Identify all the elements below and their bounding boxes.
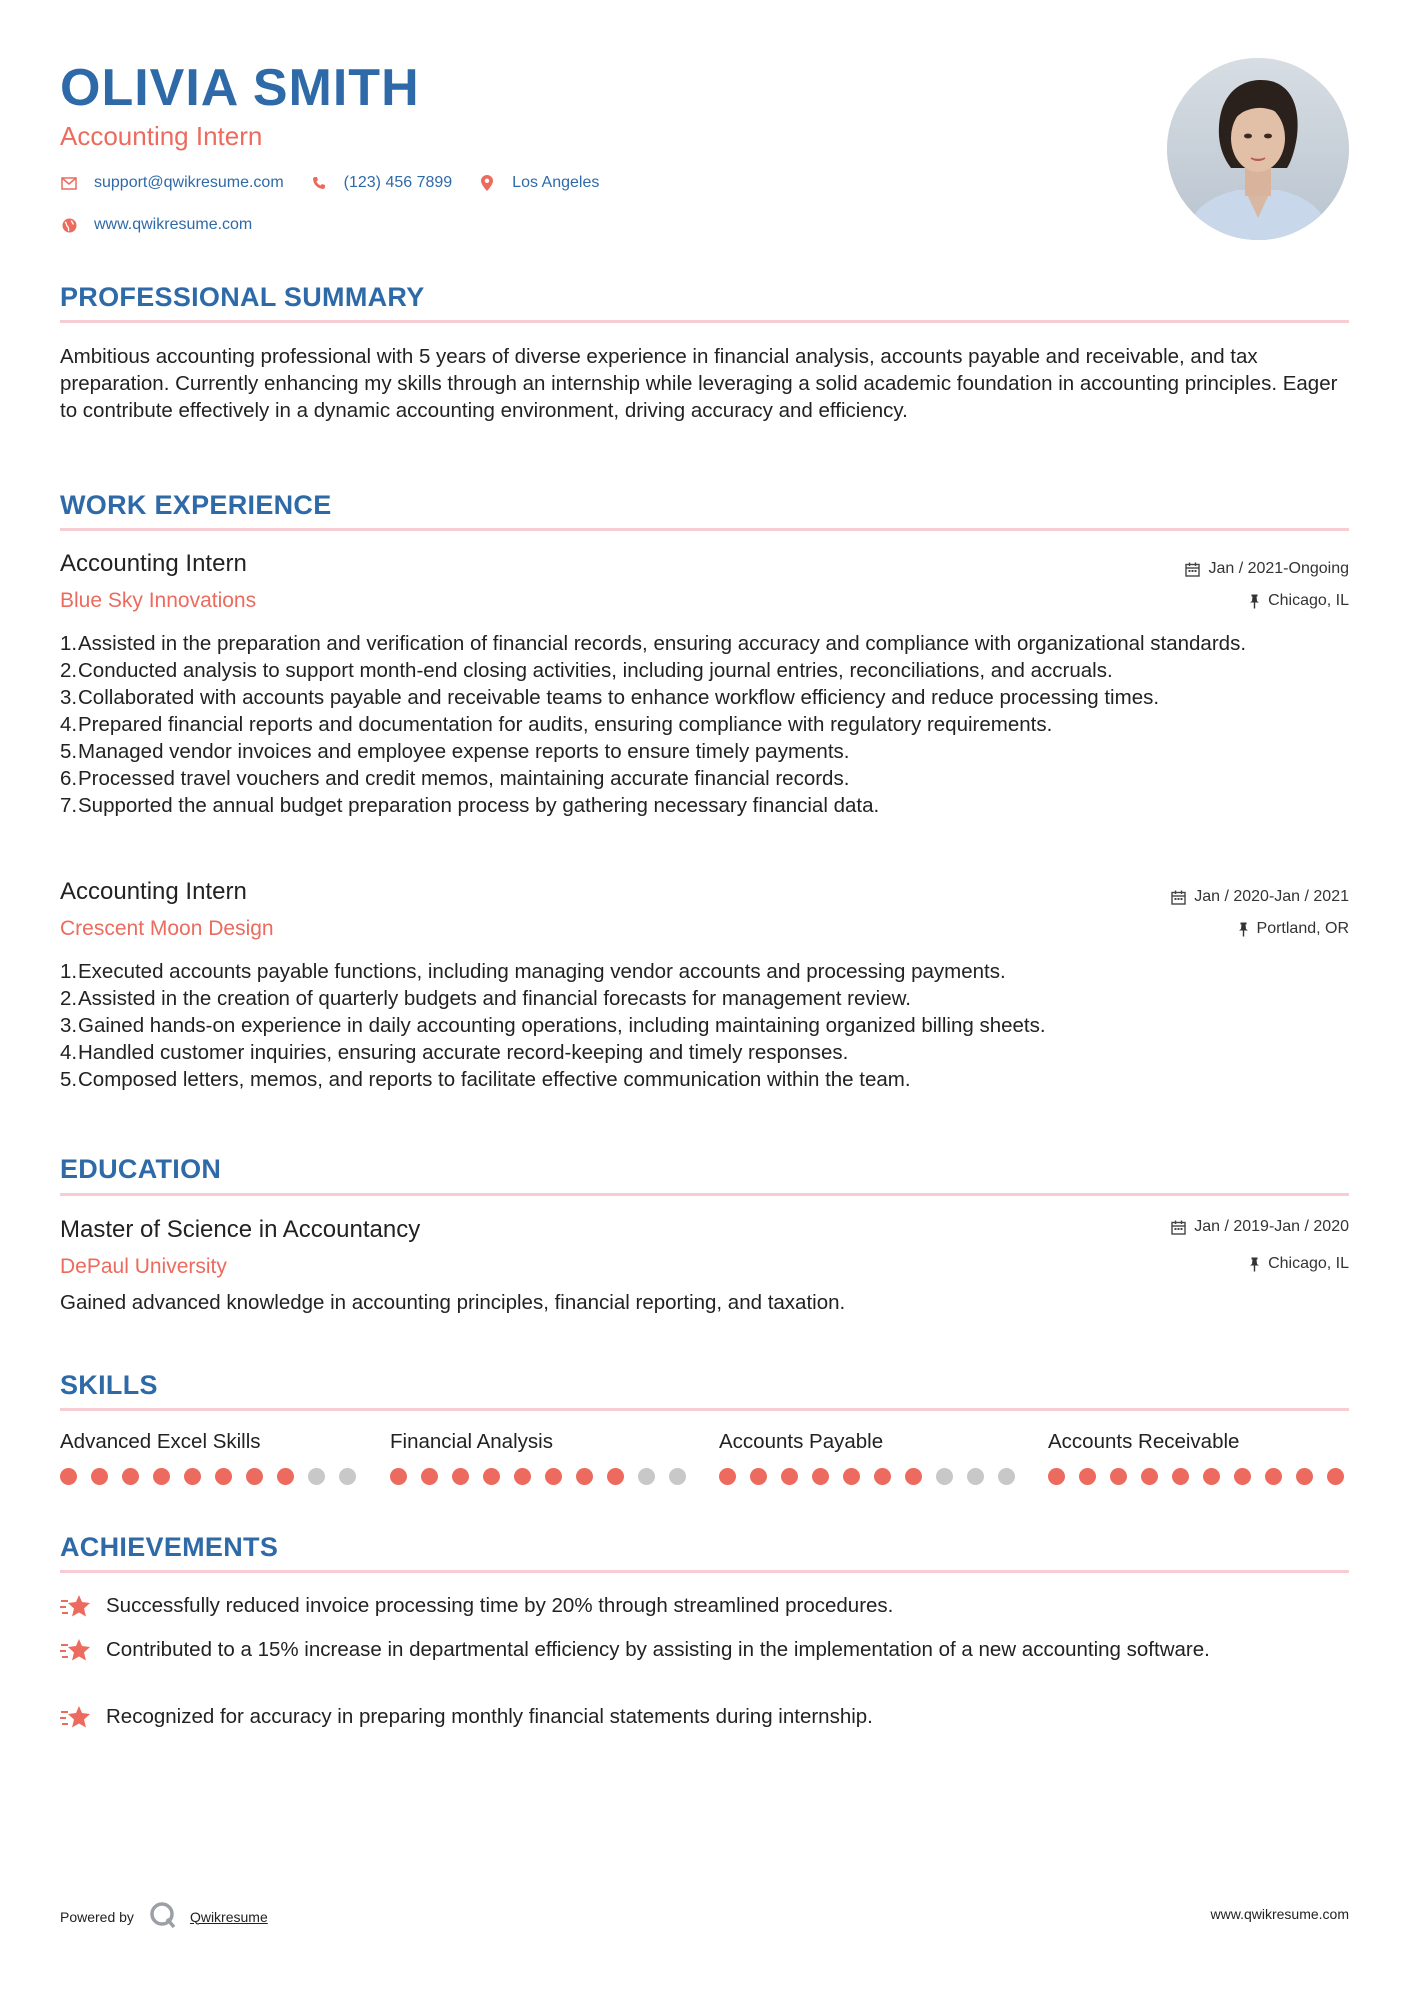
phone-icon: [310, 174, 328, 192]
rating-dot-empty: [339, 1468, 356, 1485]
section-title-experience: WORK EXPERIENCE: [60, 490, 332, 520]
education-location-text: Chicago, IL: [1268, 1255, 1349, 1272]
rating-dot-filled: [607, 1468, 624, 1485]
list-item: 1. Assisted in the preparation and verification of financial records, ensuring accuracy and compliance with organizational standards.: [60, 632, 1247, 655]
calendar-icon: [1171, 890, 1186, 905]
achievement-text: Recognized for accuracy in preparing monthly financial statements during internship.: [106, 1705, 873, 1728]
job-title: Accounting Intern: [60, 878, 247, 905]
list-item: 7. Supported the annual budget preparation process by gathering necessary financial data.: [60, 794, 880, 817]
job-location-text: Chicago, IL: [1268, 592, 1349, 609]
skill-name: Financial Analysis: [390, 1430, 553, 1453]
envelope-icon: [60, 174, 78, 192]
list-item: 4. Handled customer inquiries, ensuring accurate record-keeping and timely responses.: [60, 1041, 849, 1064]
star-icon: [60, 1703, 92, 1731]
job-location: [1238, 920, 1349, 938]
rating-dot-filled: [545, 1468, 562, 1485]
rating-dot-filled: [576, 1468, 593, 1485]
education-dates-text: Jan / 2019-Jan / 2020: [1194, 1218, 1349, 1235]
list-item: 5. Managed vendor invoices and employee expense reports to ensure timely payments.: [60, 740, 850, 763]
rating-dot-filled: [215, 1468, 232, 1485]
job-location: [1249, 592, 1349, 610]
powered-by-label: Powered by: [60, 1908, 134, 1925]
star-icon: [60, 1592, 92, 1620]
candidate-name: OLIVIA SMITH: [60, 59, 420, 117]
rating-dot-empty: [669, 1468, 686, 1485]
star-icon: [60, 1636, 92, 1664]
rating-dot-empty: [998, 1468, 1015, 1485]
company-name: Crescent Moon Design: [60, 917, 274, 940]
footer-powered-by: [60, 1900, 268, 1933]
rating-dot-filled: [483, 1468, 500, 1485]
job-dates-text: Jan / 2020-Jan / 2021: [1194, 888, 1349, 905]
map-pin-icon: [478, 174, 496, 192]
list-item: 1. Executed accounts payable functions, including managing vendor accounts and processing payments.: [60, 960, 1006, 983]
pushpin-icon: [1238, 922, 1249, 937]
rating-dot-filled: [812, 1468, 829, 1485]
section-divider: [60, 528, 1349, 531]
rating-dot-filled: [1141, 1468, 1158, 1485]
achievement-text: Contributed to a 15% increase in departmental efficiency by assisting in the implementation of a new accounting software.: [106, 1638, 1210, 1661]
section-divider: [60, 320, 1349, 323]
rating-dot-filled: [91, 1468, 108, 1485]
calendar-icon: [1171, 1220, 1186, 1235]
contact-row-web: [60, 216, 278, 234]
skill-name: Accounts Receivable: [1048, 1430, 1240, 1453]
section-title-education: EDUCATION: [60, 1154, 222, 1184]
job-dates: [1185, 560, 1349, 578]
profile-photo: [1167, 58, 1349, 240]
rating-dot-empty: [936, 1468, 953, 1485]
school-name: DePaul University: [60, 1255, 227, 1278]
rating-dot-filled: [184, 1468, 201, 1485]
list-item: 5. Composed letters, memos, and reports to facilitate effective communication within the team.: [60, 1068, 911, 1091]
skill-rating: [1048, 1468, 1358, 1485]
contact-email[interactable]: [60, 174, 284, 192]
rating-dot-filled: [843, 1468, 860, 1485]
rating-dot-filled: [1048, 1468, 1065, 1485]
degree-title: Master of Science in Accountancy: [60, 1216, 421, 1243]
education-dates: [1171, 1218, 1349, 1236]
rating-dot-empty: [638, 1468, 655, 1485]
rating-dot-filled: [719, 1468, 736, 1485]
qwikresume-link[interactable]: Qwikresume: [189, 1908, 268, 1925]
section-divider: [60, 1570, 1349, 1573]
rating-dot-filled: [1265, 1468, 1282, 1485]
skill-rating: [390, 1468, 700, 1485]
rating-dot-filled: [122, 1468, 139, 1485]
rating-dot-filled: [874, 1468, 891, 1485]
pushpin-icon: [1249, 594, 1260, 609]
list-item: 3. Collaborated with accounts payable and receivable teams to enhance workflow efficiency and reduce processing times.: [60, 686, 1160, 709]
rating-dot-filled: [452, 1468, 469, 1485]
achievement-text: Successfully reduced invoice processing time by 20% through streamlined procedures.: [106, 1594, 894, 1617]
rating-dot-filled: [277, 1468, 294, 1485]
job-title: Accounting Intern: [60, 550, 247, 577]
rating-dot-filled: [514, 1468, 531, 1485]
job-dates-text: Jan / 2021-Ongoing: [1208, 560, 1349, 577]
education-description: Gained advanced knowledge in accounting principles, financial reporting, and taxation.: [60, 1291, 846, 1314]
contact-website[interactable]: [60, 216, 252, 234]
contact-row: [60, 174, 625, 192]
footer-url[interactable]: www.qwikresume.com: [1210, 1906, 1349, 1922]
contact-location: [478, 174, 599, 192]
skill-item: [1048, 1430, 1358, 1485]
website-text: www.qwikresume.com: [94, 216, 253, 233]
rating-dot-filled: [1234, 1468, 1251, 1485]
skill-name: Accounts Payable: [719, 1430, 884, 1453]
achievement-item: [60, 1703, 1350, 1731]
list-item: 3. Gained hands-on experience in daily accounting operations, including maintaining organized billing sheets.: [60, 1014, 1046, 1037]
location-text: Los Angeles: [512, 174, 600, 191]
section-title-achievements: ACHIEVEMENTS: [60, 1532, 279, 1562]
list-item: 4. Prepared financial reports and documentation for audits, ensuring compliance with regulatory requirements.: [60, 713, 1053, 736]
skill-item: [60, 1430, 370, 1485]
rating-dot-filled: [1296, 1468, 1313, 1485]
job-bullets: [60, 958, 1350, 1093]
section-divider: [60, 1193, 1349, 1196]
section-divider: [60, 1408, 1349, 1411]
pushpin-icon: [1249, 1257, 1260, 1272]
globe-icon: [60, 216, 78, 234]
rating-dot-empty: [967, 1468, 984, 1485]
contact-phone[interactable]: [310, 174, 453, 192]
achievement-item: [60, 1592, 1350, 1620]
rating-dot-filled: [421, 1468, 438, 1485]
list-item: 6. Processed travel vouchers and credit memos, maintaining accurate financial records.: [60, 767, 850, 790]
skill-rating: [719, 1468, 1029, 1485]
education-location: [1249, 1255, 1349, 1273]
rating-dot-filled: [750, 1468, 767, 1485]
skill-item: [390, 1430, 700, 1485]
calendar-icon: [1185, 562, 1200, 577]
rating-dot-filled: [246, 1468, 263, 1485]
skill-name: Advanced Excel Skills: [60, 1430, 261, 1453]
qwikresume-logo-icon: [148, 1900, 178, 1933]
company-name: Blue Sky Innovations: [60, 589, 257, 612]
skill-item: [719, 1430, 1029, 1485]
section-title-summary: PROFESSIONAL SUMMARY: [60, 282, 425, 312]
rating-dot-filled: [781, 1468, 798, 1485]
job-bullets: [60, 630, 1350, 819]
rating-dot-filled: [390, 1468, 407, 1485]
rating-dot-filled: [153, 1468, 170, 1485]
summary-text: Ambitious accounting professional with 5 years of diverse experience in financial analysis, accounts payable and receivable, and tax preparation. Currently enhancing my skills through an internship while leveraging a solid academic foundation in accounting principles. Eager to contribute effectively in a dynamic accounting environment, driving accuracy and efficiency.: [60, 345, 1338, 422]
rating-dot-filled: [60, 1468, 77, 1485]
list-item: 2. Conducted analysis to support month-end closing activities, including journal entries, reconciliations, and accruals.: [60, 659, 1113, 682]
skill-rating: [60, 1468, 370, 1485]
section-title-skills: SKILLS: [60, 1370, 158, 1400]
rating-dot-filled: [1172, 1468, 1189, 1485]
rating-dot-filled: [1203, 1468, 1220, 1485]
rating-dot-filled: [1079, 1468, 1096, 1485]
rating-dot-filled: [1327, 1468, 1344, 1485]
list-item: 2. Assisted in the creation of quarterly budgets and financial forecasts for management review.: [60, 987, 911, 1010]
phone-text: (123) 456 7899: [343, 174, 453, 191]
job-location-text: Portland, OR: [1256, 920, 1349, 937]
rating-dot-filled: [1110, 1468, 1127, 1485]
candidate-role: Accounting Intern: [60, 121, 263, 151]
rating-dot-empty: [308, 1468, 325, 1485]
achievement-item: [60, 1636, 1350, 1664]
rating-dot-filled: [905, 1468, 922, 1485]
email-text: support@qwikresume.com: [94, 174, 284, 191]
job-dates: [1171, 888, 1349, 906]
